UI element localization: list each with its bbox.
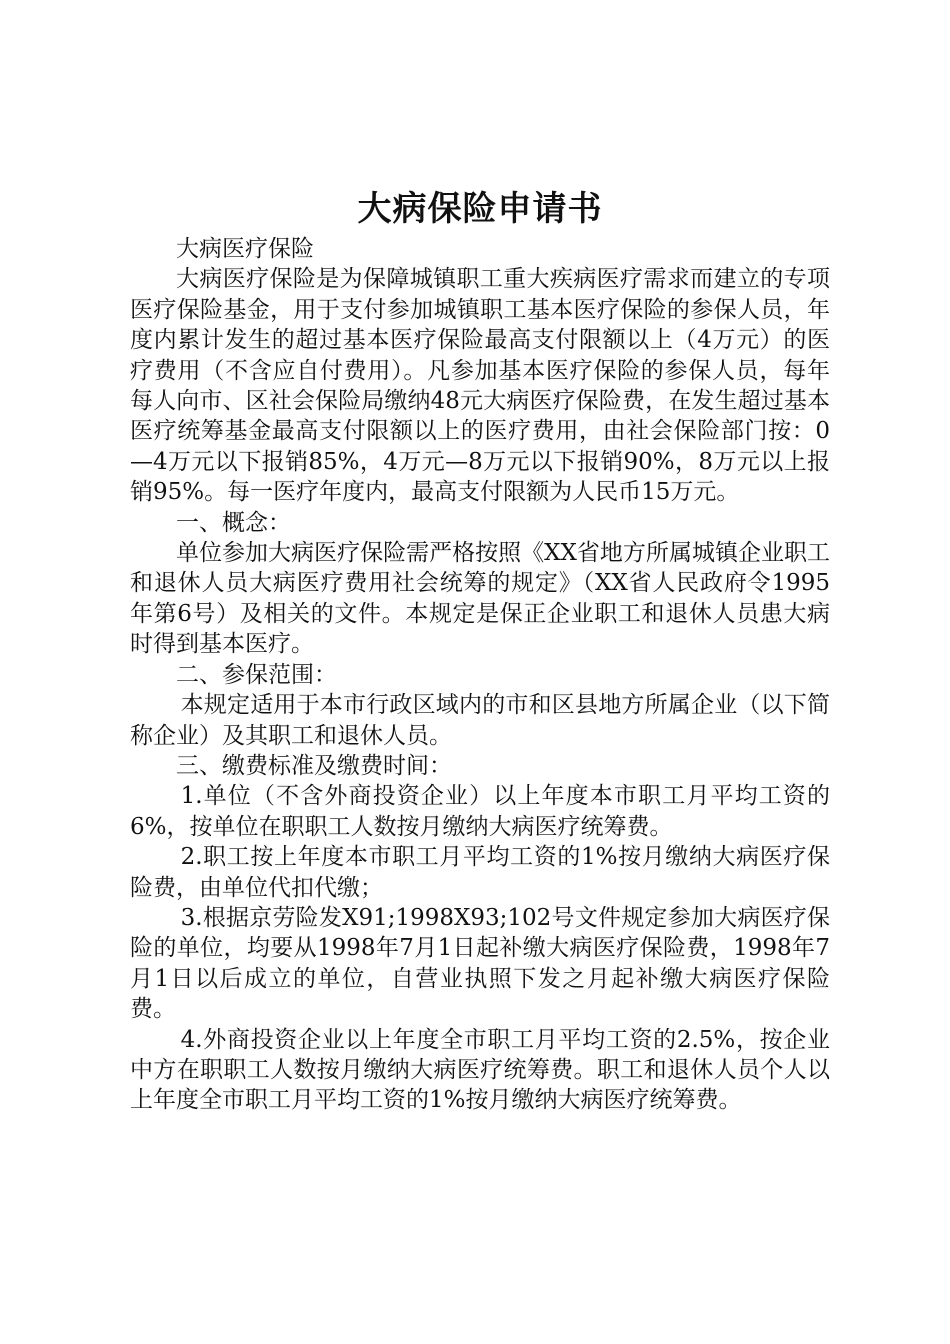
paragraph-intro: 大病医疗保险是为保障城镇职工重大疾病医疗需求而建立的专项医疗保险基金，用于支付参加城镇职工基本医疗保险的参保人员，年度内累计发生的超过基本医疗保险最高支付限额以上（4万元）的医疗费用（不含应自付费用）。凡参加基本医疗保险的参保人员，每年每人向市、区社会保险局缴纳48元大病医疗保险费，在发生超过基本医疗统筹基金最高支付限额以上的医疗费用，由社会保险部门按：0—4万元以下报销85%，4万元—8万元以下报销90%，8万元以上报销95%。每一医疗年度内，最高支付限额为人民币15万元。 bbox=[130, 266, 830, 506]
paragraph-item-4: 4.外商投资企业以上年度全市职工月平均工资的2.5%，按企业中方在职职工人数按月缴纳大病医疗统筹费。职工和退休人员个人以上年度全市职工月平均工资的1%按月缴纳大病医疗统筹费。 bbox=[130, 1026, 830, 1114]
paragraph-item-3: 3.根据京劳险发X91;1998X93;102号文件规定参加大病医疗保险的单位，均要从1998年7月1日起补缴大病医疗保险费，1998年7月1日以后成立的单位，自营业执照下发之月起补缴大病医疗保险费。 bbox=[130, 904, 830, 1023]
document-page bbox=[130, 186, 830, 1116]
paragraph-item-2: 2.职工按上年度本市职工月平均工资的1%按月缴纳大病医疗保险费，由单位代扣代缴； bbox=[130, 844, 830, 901]
paragraph-item-1: 1.单位（不含外商投资企业）以上年度本市职工月平均工资的6%，按单位在职职工人数按月缴纳大病医疗统筹费。 bbox=[130, 783, 830, 840]
heading-scope: 二、参保范围： bbox=[176, 661, 337, 688]
heading-payment: 三、缴费标准及缴费时间： bbox=[176, 752, 452, 779]
paragraph-concept: 单位参加大病医疗保险需严格按照《XX省地方所属城镇企业职工和退休人员大病医疗费用社会统筹的规定》（XX省人民政府令1995年第6号）及相关的文件。本规定是保正企业职工和退休人员患大病时得到基本医疗。 bbox=[130, 540, 830, 658]
heading-concept: 一、概念： bbox=[176, 509, 291, 536]
paragraph-subtitle: 大病医疗保险 bbox=[176, 236, 314, 262]
paragraph-scope: 本规定适用于本市行政区域内的市和区县地方所属企业（以下简称企业）及其职工和退休人员。 bbox=[130, 692, 830, 749]
document-title: 大病保险申请书 bbox=[357, 189, 603, 229]
